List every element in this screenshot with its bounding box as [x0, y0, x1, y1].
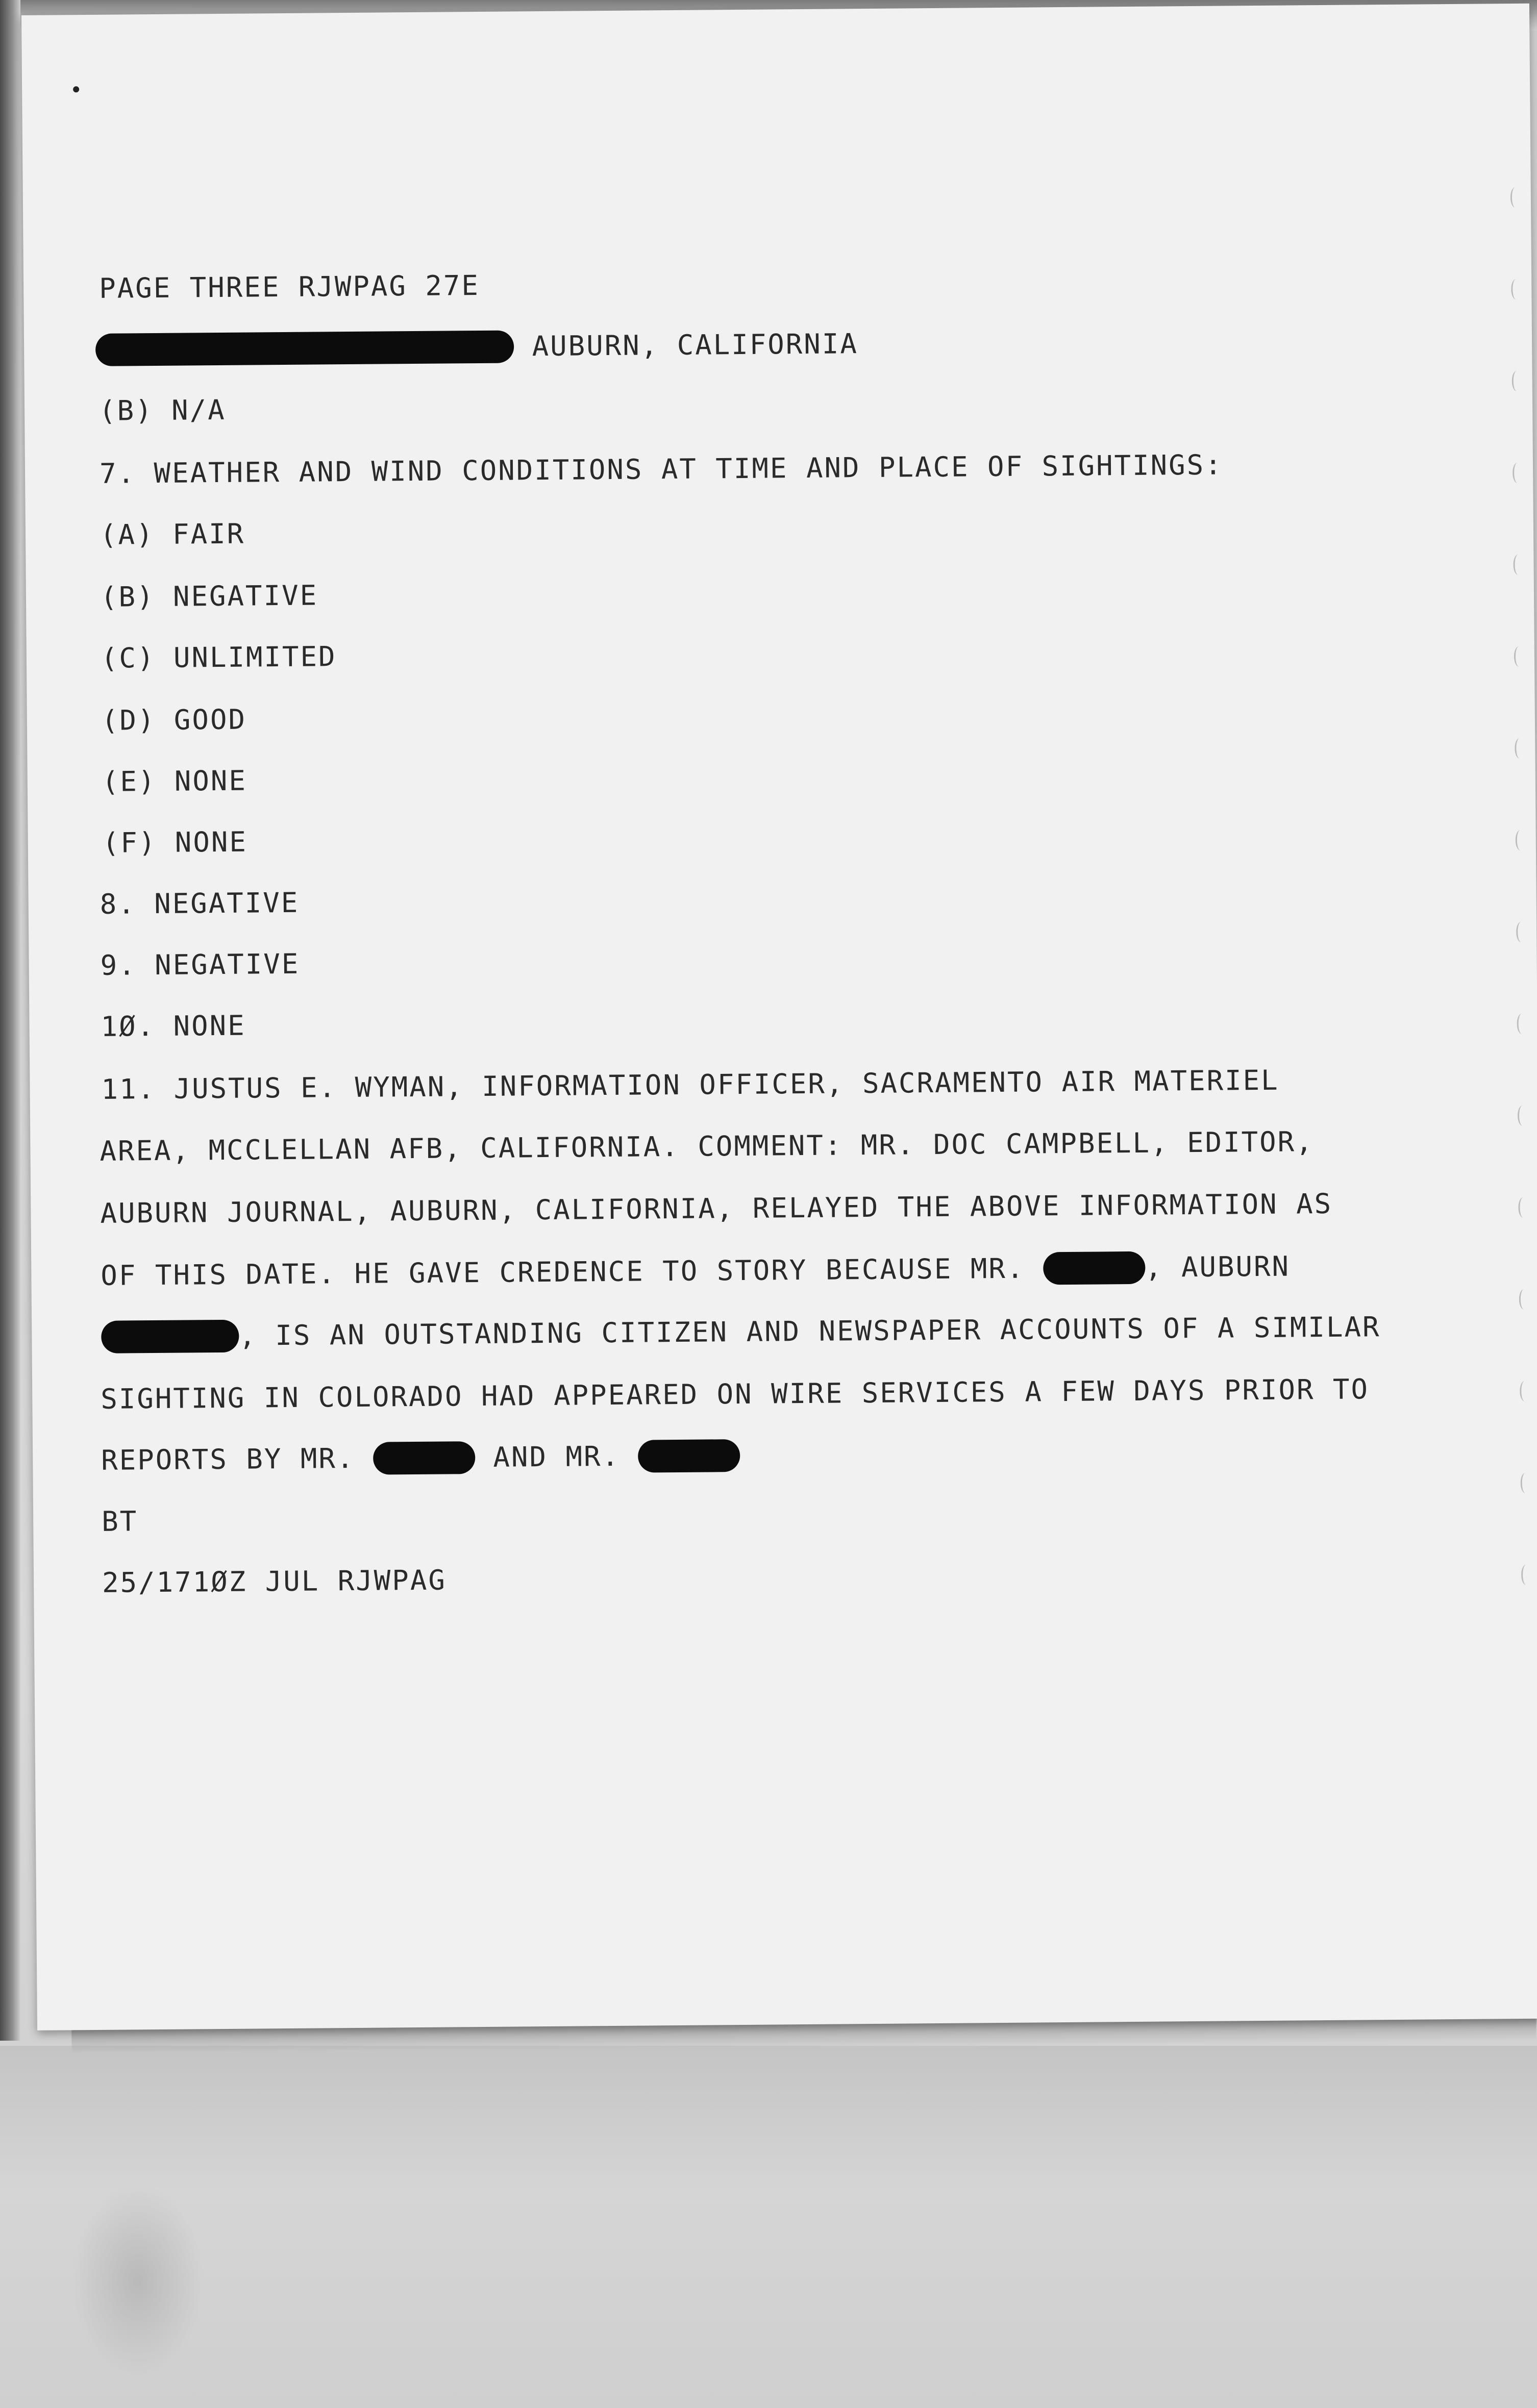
- scan-left-edge: [0, 0, 20, 2041]
- item-11-line-1: 11. JUSTUS E. WYMAN, INFORMATION OFFICER, SACRAMENTO AIR MATERIEL: [101, 1064, 1279, 1106]
- item-10: 1Ø. NONE: [101, 1009, 246, 1043]
- item-6b: (B) N/A: [98, 393, 226, 427]
- item-11-line-7: [101, 1439, 740, 1477]
- item-8: 8. NEGATIVE: [100, 886, 300, 920]
- line-7-text-a: REPORTS BY MR.: [101, 1442, 355, 1476]
- location-line: [95, 328, 858, 366]
- break-marker: BT: [101, 1505, 138, 1538]
- item-7f: (F) NONE: [102, 825, 248, 859]
- item-11-line-2: AREA, MCCLELLAN AFB, CALIFORNIA. COMMENT: MR. DOC CAMPBELL, EDITOR,: [100, 1125, 1314, 1167]
- item-7a: (A) FAIR: [100, 517, 245, 551]
- redaction-mark: [638, 1439, 740, 1473]
- item-7e: (E) NONE: [102, 764, 247, 798]
- location-text: AUBURN, CALIFORNIA: [532, 328, 859, 363]
- item-7d: (D) GOOD: [101, 703, 247, 737]
- item-11-line-6: SIGHTING IN COLORADO HAD APPEARED ON WIRE SERVICES A FEW DAYS PRIOR TO: [101, 1373, 1370, 1415]
- item-7-heading: 7. WEATHER AND WIND CONDITIONS AT TIME AND PLACE OF SIGHTINGS:: [99, 448, 1223, 490]
- item-9: 9. NEGATIVE: [100, 947, 300, 982]
- line-4-text-a: OF THIS DATE. HE GAVE CREDENCE TO STORY BECAUSE MR.: [101, 1252, 1025, 1292]
- page-header: PAGE THREE RJWPAG 27E: [98, 269, 480, 305]
- item-7b: (B) NEGATIVE: [100, 579, 318, 613]
- document-page: [21, 4, 1537, 2030]
- item-11-line-4: [101, 1250, 1290, 1292]
- line-7-text-b: AND MR.: [493, 1440, 621, 1473]
- redaction-mark: [101, 1320, 239, 1353]
- scanner-bed: [0, 2046, 1537, 2408]
- smudge-mark: [71, 2184, 204, 2377]
- item-11-line-3: AUBURN JOURNAL, AUBURN, CALIFORNIA, RELAYED THE ABOVE INFORMATION AS: [100, 1187, 1333, 1230]
- line-4-text-b: , AUBURN: [1145, 1250, 1291, 1284]
- item-11-line-5: [101, 1311, 1381, 1353]
- line-5-text: , IS AN OUTSTANDING CITIZEN AND NEWSPAPER ACCOUNTS OF A SIMILAR: [239, 1311, 1381, 1352]
- redaction-mark: [373, 1441, 475, 1475]
- teletype-text: [21, 4, 1537, 2030]
- redaction-mark: [95, 330, 514, 366]
- date-time-group: 25/171ØZ JUL RJWPAG: [102, 1564, 447, 1599]
- item-7c: (C) UNLIMITED: [101, 640, 337, 674]
- redaction-mark: [1043, 1251, 1145, 1285]
